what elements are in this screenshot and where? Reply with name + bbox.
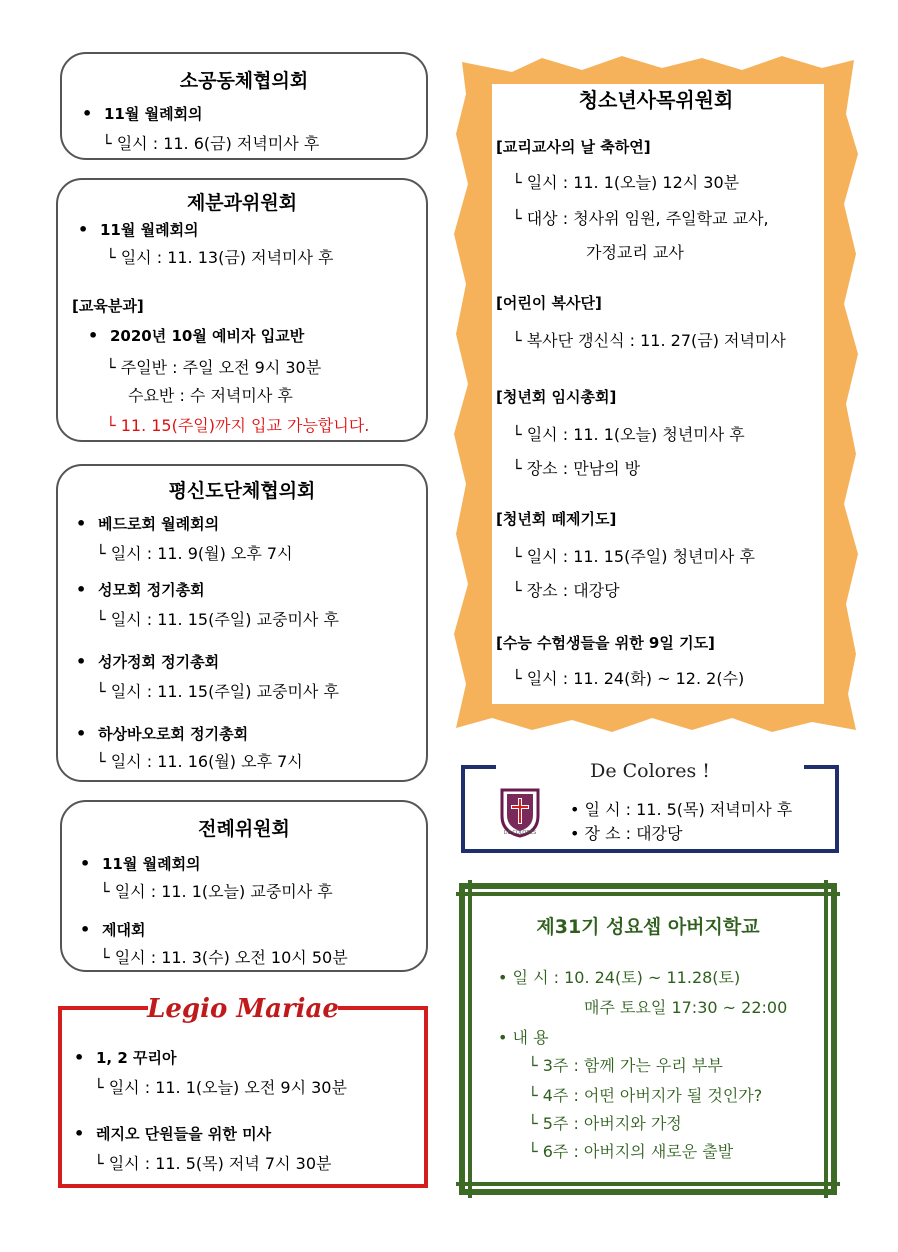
jebun-item2-line1: └ 주일반 : 주일 오전 9시 30분 <box>106 358 322 377</box>
decolores-logo-text: DE COLORES <box>503 830 537 836</box>
youth-s3-title: [청년회 임시총회] <box>496 388 617 406</box>
father-line4: └ 3주 : 함께 가는 우리 부부 <box>528 1056 723 1075</box>
jeonrye-item-detail: └ 일시 : 11. 3(수) 오전 10시 50분 <box>100 948 348 967</box>
youth-s1-line3: 가정교리 교사 <box>586 243 684 262</box>
legio-item-label: • 1, 2 꾸리아 <box>74 1048 177 1068</box>
father-line5: └ 4주 : 어떤 아버지가 될 것인가? <box>528 1086 763 1105</box>
youth-s1-title: [교리교사의 날 축하연] <box>496 138 651 156</box>
jeonrye-title: 전례위원회 <box>198 818 290 840</box>
legio-item-label: • 레지오 단원들을 위한 미사 <box>74 1124 271 1144</box>
youth-s5-line1: └ 일시 : 11. 24(화) ~ 12. 2(수) <box>512 669 745 688</box>
pyeongsin-item-label: • 베드로회 월례회의 <box>76 514 219 534</box>
jebun-item2-label: • 2020년 10월 예비자 입교반 <box>88 326 304 346</box>
legio-box <box>58 994 428 1188</box>
father-line6: └ 5주 : 아버지와 가정 <box>528 1114 682 1133</box>
pyeongsin-item-label: • 성가정회 정기총회 <box>76 652 219 672</box>
pyeongsin-item-detail: └ 일시 : 11. 15(주일) 교중미사 후 <box>96 682 339 701</box>
youth-s3-line2: └ 장소 : 만남의 방 <box>512 459 641 478</box>
father-line7: └ 6주 : 아버지의 새로운 출발 <box>528 1142 734 1161</box>
jebun-box <box>56 178 428 442</box>
jeonrye-item-label: • 11월 월례회의 <box>80 854 201 874</box>
father-box <box>456 880 840 1198</box>
jebun-item1-detail: └ 일시 : 11. 13(금) 저녁미사 후 <box>106 248 334 267</box>
youth-s4-title: [청년회 떼제기도] <box>496 510 617 528</box>
jebun-section-title: [교육분과] <box>72 297 144 315</box>
youth-s4-line1: └ 일시 : 11. 15(주일) 청년미사 후 <box>512 547 755 566</box>
legio-item-detail: └ 일시 : 11. 5(목) 저녁 7시 30분 <box>94 1154 332 1173</box>
youth-s2-line1: └ 복사단 갱신식 : 11. 27(금) 저녁미사 <box>512 331 786 350</box>
pyeongsin-item-detail: └ 일시 : 11. 16(월) 오후 7시 <box>96 752 303 771</box>
youth-title: 청소년사목위원회 <box>578 88 734 112</box>
jebun-item1-label: • 11월 월례회의 <box>78 220 199 240</box>
youth-s4-line2: └ 장소 : 대강당 <box>512 581 620 600</box>
sogong-item-detail: └ 일시 : 11. 6(금) 저녁미사 후 <box>102 134 320 153</box>
jeonrye-item-detail: └ 일시 : 11. 1(오늘) 교중미사 후 <box>100 882 333 901</box>
legio-title: Legio Mariae <box>147 994 339 1024</box>
youth-s5-title: [수능 수험생들을 위한 9일 기도] <box>496 634 715 652</box>
sogong-item-label: • 11월 월례회의 <box>82 104 203 124</box>
pyeongsin-title: 평신도단체협의회 <box>168 480 316 502</box>
youth-s1-line1: └ 일시 : 11. 1(오늘) 12시 30분 <box>512 173 740 192</box>
youth-s2-title: [어린이 복사단] <box>496 294 602 312</box>
jebun-item2-line2: 수요반 : 수 저녁미사 후 <box>128 386 293 405</box>
father-line1: • 일 시 : 10. 24(토) ~ 11.28(토) <box>498 968 741 987</box>
father-title: 제31기 성요셉 아버지학교 <box>536 916 760 938</box>
decolores-logo <box>498 786 542 838</box>
pyeongsin-item-label: • 성모회 정기총회 <box>76 580 205 600</box>
legio-item-detail: └ 일시 : 11. 1(오늘) 오전 9시 30분 <box>94 1078 347 1097</box>
pyeongsin-item-label: • 하상바오로회 정기총회 <box>76 724 248 744</box>
youth-box <box>452 54 860 734</box>
father-line3: • 내 용 <box>498 1028 549 1047</box>
jeonrye-box <box>60 800 428 972</box>
jebun-item2-note: └ 11. 15(주일)까지 입교 가능합니다. <box>106 416 370 435</box>
sogong-title: 소공동체협의회 <box>179 70 309 92</box>
decolores-title: De Colores ! <box>590 760 710 782</box>
youth-s1-line2: └ 대상 : 청사위 임원, 주일학교 교사, <box>512 209 769 228</box>
pyeongsin-item-detail: └ 일시 : 11. 9(월) 오후 7시 <box>96 544 293 563</box>
sogong-box <box>60 52 428 160</box>
decolores-line2: • 장 소 : 대강당 <box>570 824 683 843</box>
jebun-title: 제분과위원회 <box>186 192 298 214</box>
decolores-line1: • 일 시 : 11. 5(목) 저녁미사 후 <box>570 800 793 819</box>
youth-s3-line1: └ 일시 : 11. 1(오늘) 청년미사 후 <box>512 425 745 444</box>
jeonrye-item-label: • 제대회 <box>80 920 145 940</box>
pyeongsin-box <box>56 464 428 782</box>
pyeongsin-item-detail: └ 일시 : 11. 15(주일) 교중미사 후 <box>96 610 339 629</box>
decolores-box <box>460 760 840 854</box>
father-line2: 매주 토요일 17:30 ~ 22:00 <box>584 998 788 1017</box>
